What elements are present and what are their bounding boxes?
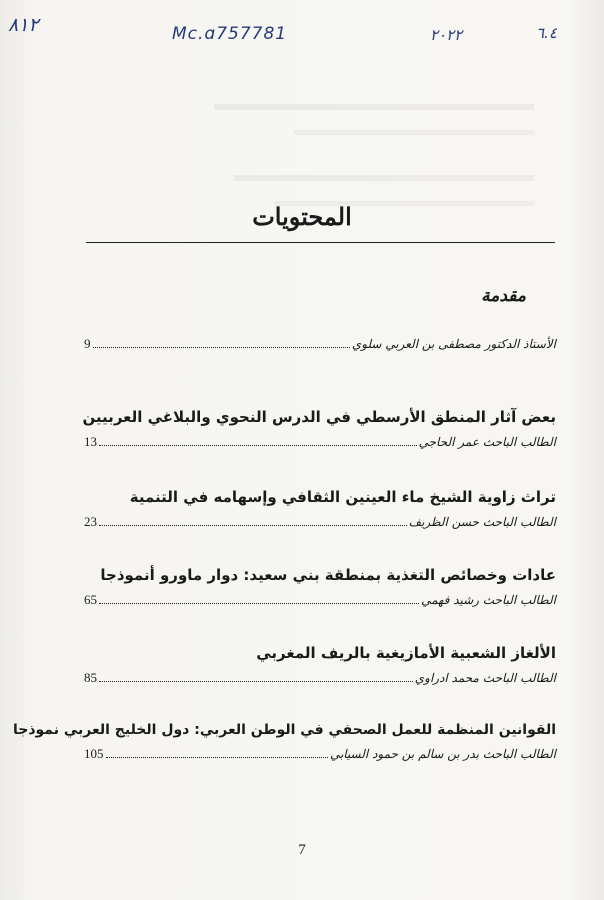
toc-entry-page: 9 <box>84 336 91 351</box>
toc-title: المحتويات <box>252 202 352 231</box>
toc-entry-author: الطالب الباحث عمر الحاجي <box>418 435 556 449</box>
handwritten-date: ٦.٤ <box>536 24 557 42</box>
dot-leader <box>93 346 350 348</box>
toc-entry-page: 65 <box>84 592 97 607</box>
dot-leader <box>99 680 413 682</box>
title-divider <box>86 242 555 243</box>
toc-entry-author: الطالب الباحث رشيد فهمي <box>421 593 556 607</box>
toc-entry[interactable] <box>84 488 556 530</box>
toc-entry-author: الأستاذ الدكتور مصطفى بن العربي سلوي <box>351 337 556 351</box>
handwritten-call-number: Mc.ɑ757781 <box>172 24 288 44</box>
toc-entry[interactable] <box>13 722 556 762</box>
toc-entry-author: الطالب الباحث بدر بن سالم بن حمود السيابي <box>329 747 556 761</box>
toc-entry[interactable] <box>84 566 556 608</box>
dot-leader <box>99 524 407 526</box>
dot-leader <box>99 444 417 446</box>
toc-entry-page: 105 <box>84 746 104 761</box>
toc-entry-title: تراث زاوية الشيخ ماء العينين الثقافي وإسهامه في التنمية <box>129 488 556 506</box>
handwritten-year: ٢٠٢٢ <box>430 26 463 44</box>
dot-leader <box>99 602 419 604</box>
toc-intro-entry[interactable] <box>84 336 556 352</box>
toc-entry-title: بعض آثار المنطق الأرسطي في الدرس النحوي والبلاغي العربيين <box>82 408 556 426</box>
toc-entry-page: 23 <box>84 514 97 529</box>
toc-entry-page: 13 <box>84 434 97 449</box>
handwritten-number-left: ٨١٢ <box>8 14 39 36</box>
toc-entry[interactable] <box>84 408 556 450</box>
toc-entry-author: الطالب الباحث محمد ادراوي <box>414 671 556 685</box>
toc-entry-title: الألغاز الشعبية الأمازيغية بالريف المغربي <box>256 644 556 662</box>
dot-leader <box>106 756 328 758</box>
toc-entry-author: الطالب الباحث حسن الظريف <box>408 515 556 529</box>
toc-entry[interactable] <box>84 644 556 686</box>
page-number: 7 <box>298 842 306 858</box>
toc-entry-title: القوانين المنظمة للعمل الصحفي في الوطن العربي: دول الخليج العربي نموذجا <box>13 722 556 738</box>
toc-entry-title: عادات وخصائص التغذية بمنطقة بني سعيد: دوار ماورو أنموذجا <box>100 566 556 584</box>
intro-label: مقدمة <box>481 286 526 306</box>
toc-entry-page: 85 <box>84 670 97 685</box>
